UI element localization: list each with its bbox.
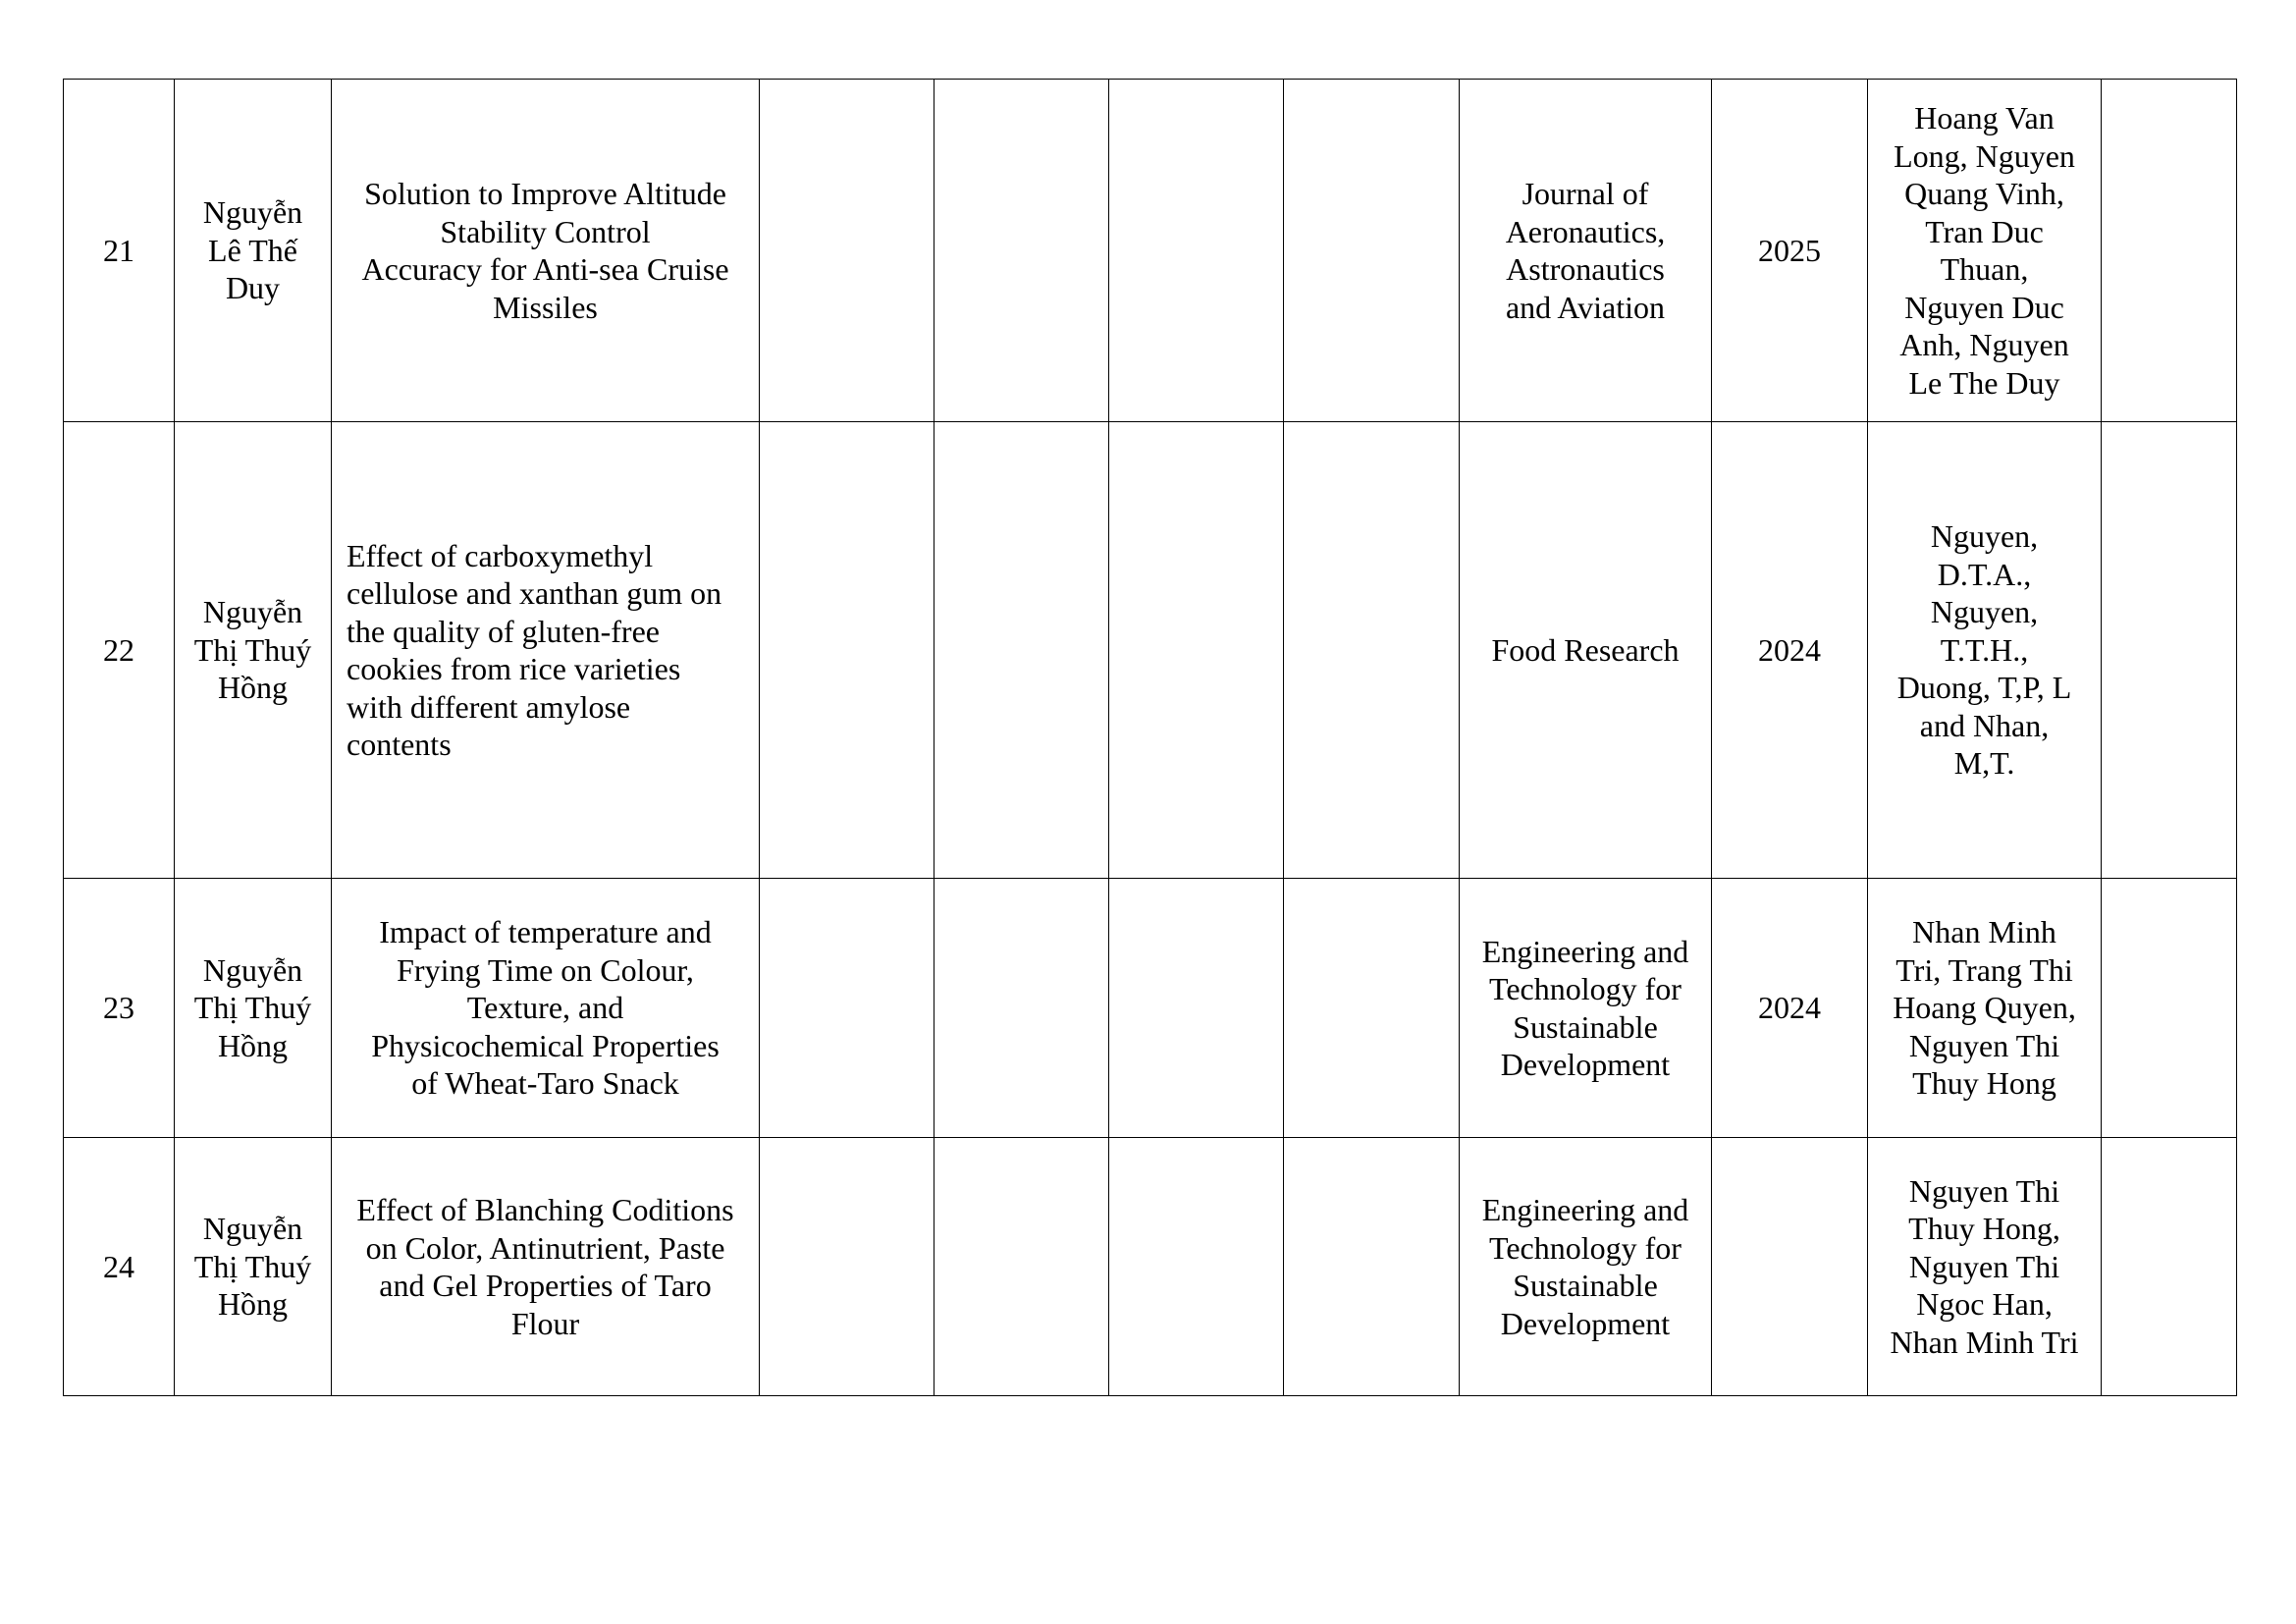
empty-cell bbox=[2102, 80, 2237, 422]
journal-line: Food Research bbox=[1491, 631, 1680, 668]
authors-line: Nguyen Thi bbox=[1908, 1248, 2060, 1284]
journal-line: Engineering and bbox=[1481, 1192, 1689, 1227]
empty-cell bbox=[1109, 879, 1284, 1138]
title-line: and Gel Properties of Taro bbox=[379, 1268, 712, 1303]
journal-line: Journal of bbox=[1522, 176, 1649, 211]
authors-line: Nguyen Thi bbox=[1908, 1172, 2060, 1209]
title-line: Stability Control bbox=[440, 213, 651, 249]
researcher-name-cell bbox=[175, 879, 332, 1138]
empty-cell bbox=[934, 80, 1109, 422]
authors-line: D.T.A., bbox=[1937, 556, 2032, 592]
authors-line: Hoang Van bbox=[1914, 100, 2055, 135]
paper-title-cell bbox=[332, 879, 760, 1138]
journal-line: Sustainable bbox=[1513, 1268, 1658, 1303]
authors-cell bbox=[1868, 80, 2102, 422]
name-line: Nguyễn bbox=[202, 594, 303, 630]
researcher-name-cell bbox=[175, 1138, 332, 1396]
title-line: the quality of gluten-free bbox=[347, 613, 660, 649]
empty-cell bbox=[760, 879, 934, 1138]
researcher-name-cell bbox=[175, 80, 332, 422]
journal-cell bbox=[1460, 422, 1712, 879]
name-line: Hồng bbox=[217, 1027, 289, 1063]
authors-line: Thuy Hong, bbox=[1908, 1211, 2060, 1247]
authors-line: Long, Nguyen bbox=[1894, 137, 2075, 174]
publications-table bbox=[63, 79, 2237, 1396]
title-line: of Wheat-Taro Snack bbox=[411, 1065, 679, 1102]
authors-line: Le The Duy bbox=[1908, 364, 2060, 401]
paper-title-cell bbox=[332, 422, 760, 879]
journal-line: Aeronautics, bbox=[1505, 213, 1666, 249]
authors-line: Ngoc Han, bbox=[1916, 1286, 2053, 1323]
authors-line: Thuan, bbox=[1940, 251, 2029, 287]
year-cell bbox=[1712, 1138, 1868, 1396]
authors-line: Nhan Minh bbox=[1912, 914, 2056, 950]
empty-cell bbox=[1284, 422, 1460, 879]
journal-line: Technology for bbox=[1489, 971, 1682, 1006]
title-line: Accuracy for Anti-sea Cruise bbox=[361, 251, 729, 287]
empty-cell bbox=[760, 80, 934, 422]
title-line: Impact of temperature and bbox=[379, 914, 712, 950]
authors-line: Anh, Nguyen bbox=[1899, 327, 2069, 362]
authors-line: Thuy Hong bbox=[1912, 1065, 2056, 1102]
title-line: on Color, Antinutrient, Paste bbox=[365, 1229, 725, 1266]
empty-cell bbox=[1284, 879, 1460, 1138]
title-line: Effect of carboxymethyl bbox=[347, 537, 654, 573]
authors-line: Hoang Quyen, bbox=[1893, 990, 2076, 1026]
title-line: with different amylose bbox=[347, 688, 631, 725]
authors-cell bbox=[1868, 422, 2102, 879]
authors-line: T.T.H., bbox=[1940, 631, 2029, 668]
authors-line: Nguyen Thi bbox=[1908, 1027, 2060, 1063]
empty-cell bbox=[1109, 1138, 1284, 1396]
authors-line: Duong, T,P, L bbox=[1896, 670, 2072, 706]
empty-cell bbox=[1109, 80, 1284, 422]
title-line: Physicochemical Properties bbox=[371, 1027, 720, 1063]
authors-line: M,T. bbox=[1953, 745, 2015, 782]
table-row bbox=[64, 80, 2237, 422]
authors-line: Nguyen, bbox=[1930, 518, 2039, 555]
name-line: Duy bbox=[225, 270, 281, 306]
row-number-cell: 23 bbox=[64, 879, 175, 1138]
name-line: Nguyễn bbox=[202, 194, 303, 231]
authors-line: Tran Duc bbox=[1925, 213, 2044, 249]
title-line: cellulose and xanthan gum on bbox=[347, 575, 722, 611]
name-line: Lê Thế bbox=[208, 232, 297, 268]
journal-line: Astronautics bbox=[1506, 251, 1665, 287]
journal-cell bbox=[1460, 1138, 1712, 1396]
name-line: Thị Thuý bbox=[193, 1248, 312, 1284]
title-line: Texture, and bbox=[466, 990, 624, 1026]
authors-line: Tri, Trang Thi bbox=[1896, 951, 2073, 988]
year-cell: 2025 bbox=[1712, 80, 1868, 422]
journal-line: and Aviation bbox=[1505, 289, 1666, 325]
title-line: Frying Time on Colour, bbox=[397, 951, 694, 988]
empty-cell bbox=[934, 879, 1109, 1138]
authors-line: Nhan Minh Tri bbox=[1890, 1324, 2079, 1360]
journal-line: Engineering and bbox=[1481, 933, 1689, 969]
title-line: Missiles bbox=[493, 289, 598, 325]
empty-cell bbox=[934, 422, 1109, 879]
title-line: contents bbox=[347, 727, 452, 762]
row-number-cell: 24 bbox=[64, 1138, 175, 1396]
row-number-cell: 22 bbox=[64, 422, 175, 879]
empty-cell bbox=[1109, 422, 1284, 879]
name-line: Thị Thuý bbox=[193, 990, 312, 1026]
title-line: cookies from rice varieties bbox=[347, 651, 681, 686]
row-number-cell: 21 bbox=[64, 80, 175, 422]
authors-line: Nguyen, bbox=[1930, 594, 2039, 630]
empty-cell bbox=[760, 422, 934, 879]
journal-line: Development bbox=[1500, 1305, 1671, 1341]
name-line: Nguyễn bbox=[202, 1211, 303, 1247]
journal-line: Sustainable bbox=[1513, 1008, 1658, 1045]
journal-line: Technology for bbox=[1489, 1229, 1682, 1266]
name-line: Thị Thuý bbox=[193, 631, 312, 668]
paper-title-cell bbox=[332, 80, 760, 422]
title-line: Solution to Improve Altitude bbox=[364, 176, 726, 211]
empty-cell bbox=[934, 1138, 1109, 1396]
title-line: Flour bbox=[510, 1305, 580, 1341]
empty-cell bbox=[1284, 80, 1460, 422]
empty-cell bbox=[2102, 1138, 2237, 1396]
title-line: Effect of Blanching Coditions bbox=[356, 1192, 734, 1227]
authors-line: Quang Vinh, bbox=[1904, 176, 2064, 211]
table-row bbox=[64, 422, 2237, 879]
empty-cell bbox=[2102, 879, 2237, 1138]
name-line: Hồng bbox=[217, 670, 289, 706]
name-line: Nguyễn bbox=[202, 951, 303, 988]
journal-line: Development bbox=[1500, 1047, 1671, 1082]
authors-cell bbox=[1868, 1138, 2102, 1396]
empty-cell bbox=[760, 1138, 934, 1396]
researcher-name-cell bbox=[175, 422, 332, 879]
table-row bbox=[64, 879, 2237, 1138]
year-cell: 2024 bbox=[1712, 422, 1868, 879]
table-row bbox=[64, 1138, 2237, 1396]
authors-line: and Nhan, bbox=[1919, 707, 2050, 743]
empty-cell bbox=[1284, 1138, 1460, 1396]
authors-cell bbox=[1868, 879, 2102, 1138]
paper-title-cell bbox=[332, 1138, 760, 1396]
empty-cell bbox=[2102, 422, 2237, 879]
journal-cell bbox=[1460, 879, 1712, 1138]
year-cell: 2024 bbox=[1712, 879, 1868, 1138]
authors-line: Nguyen Duc bbox=[1904, 289, 2064, 325]
journal-cell bbox=[1460, 80, 1712, 422]
name-line: Hồng bbox=[217, 1286, 289, 1323]
